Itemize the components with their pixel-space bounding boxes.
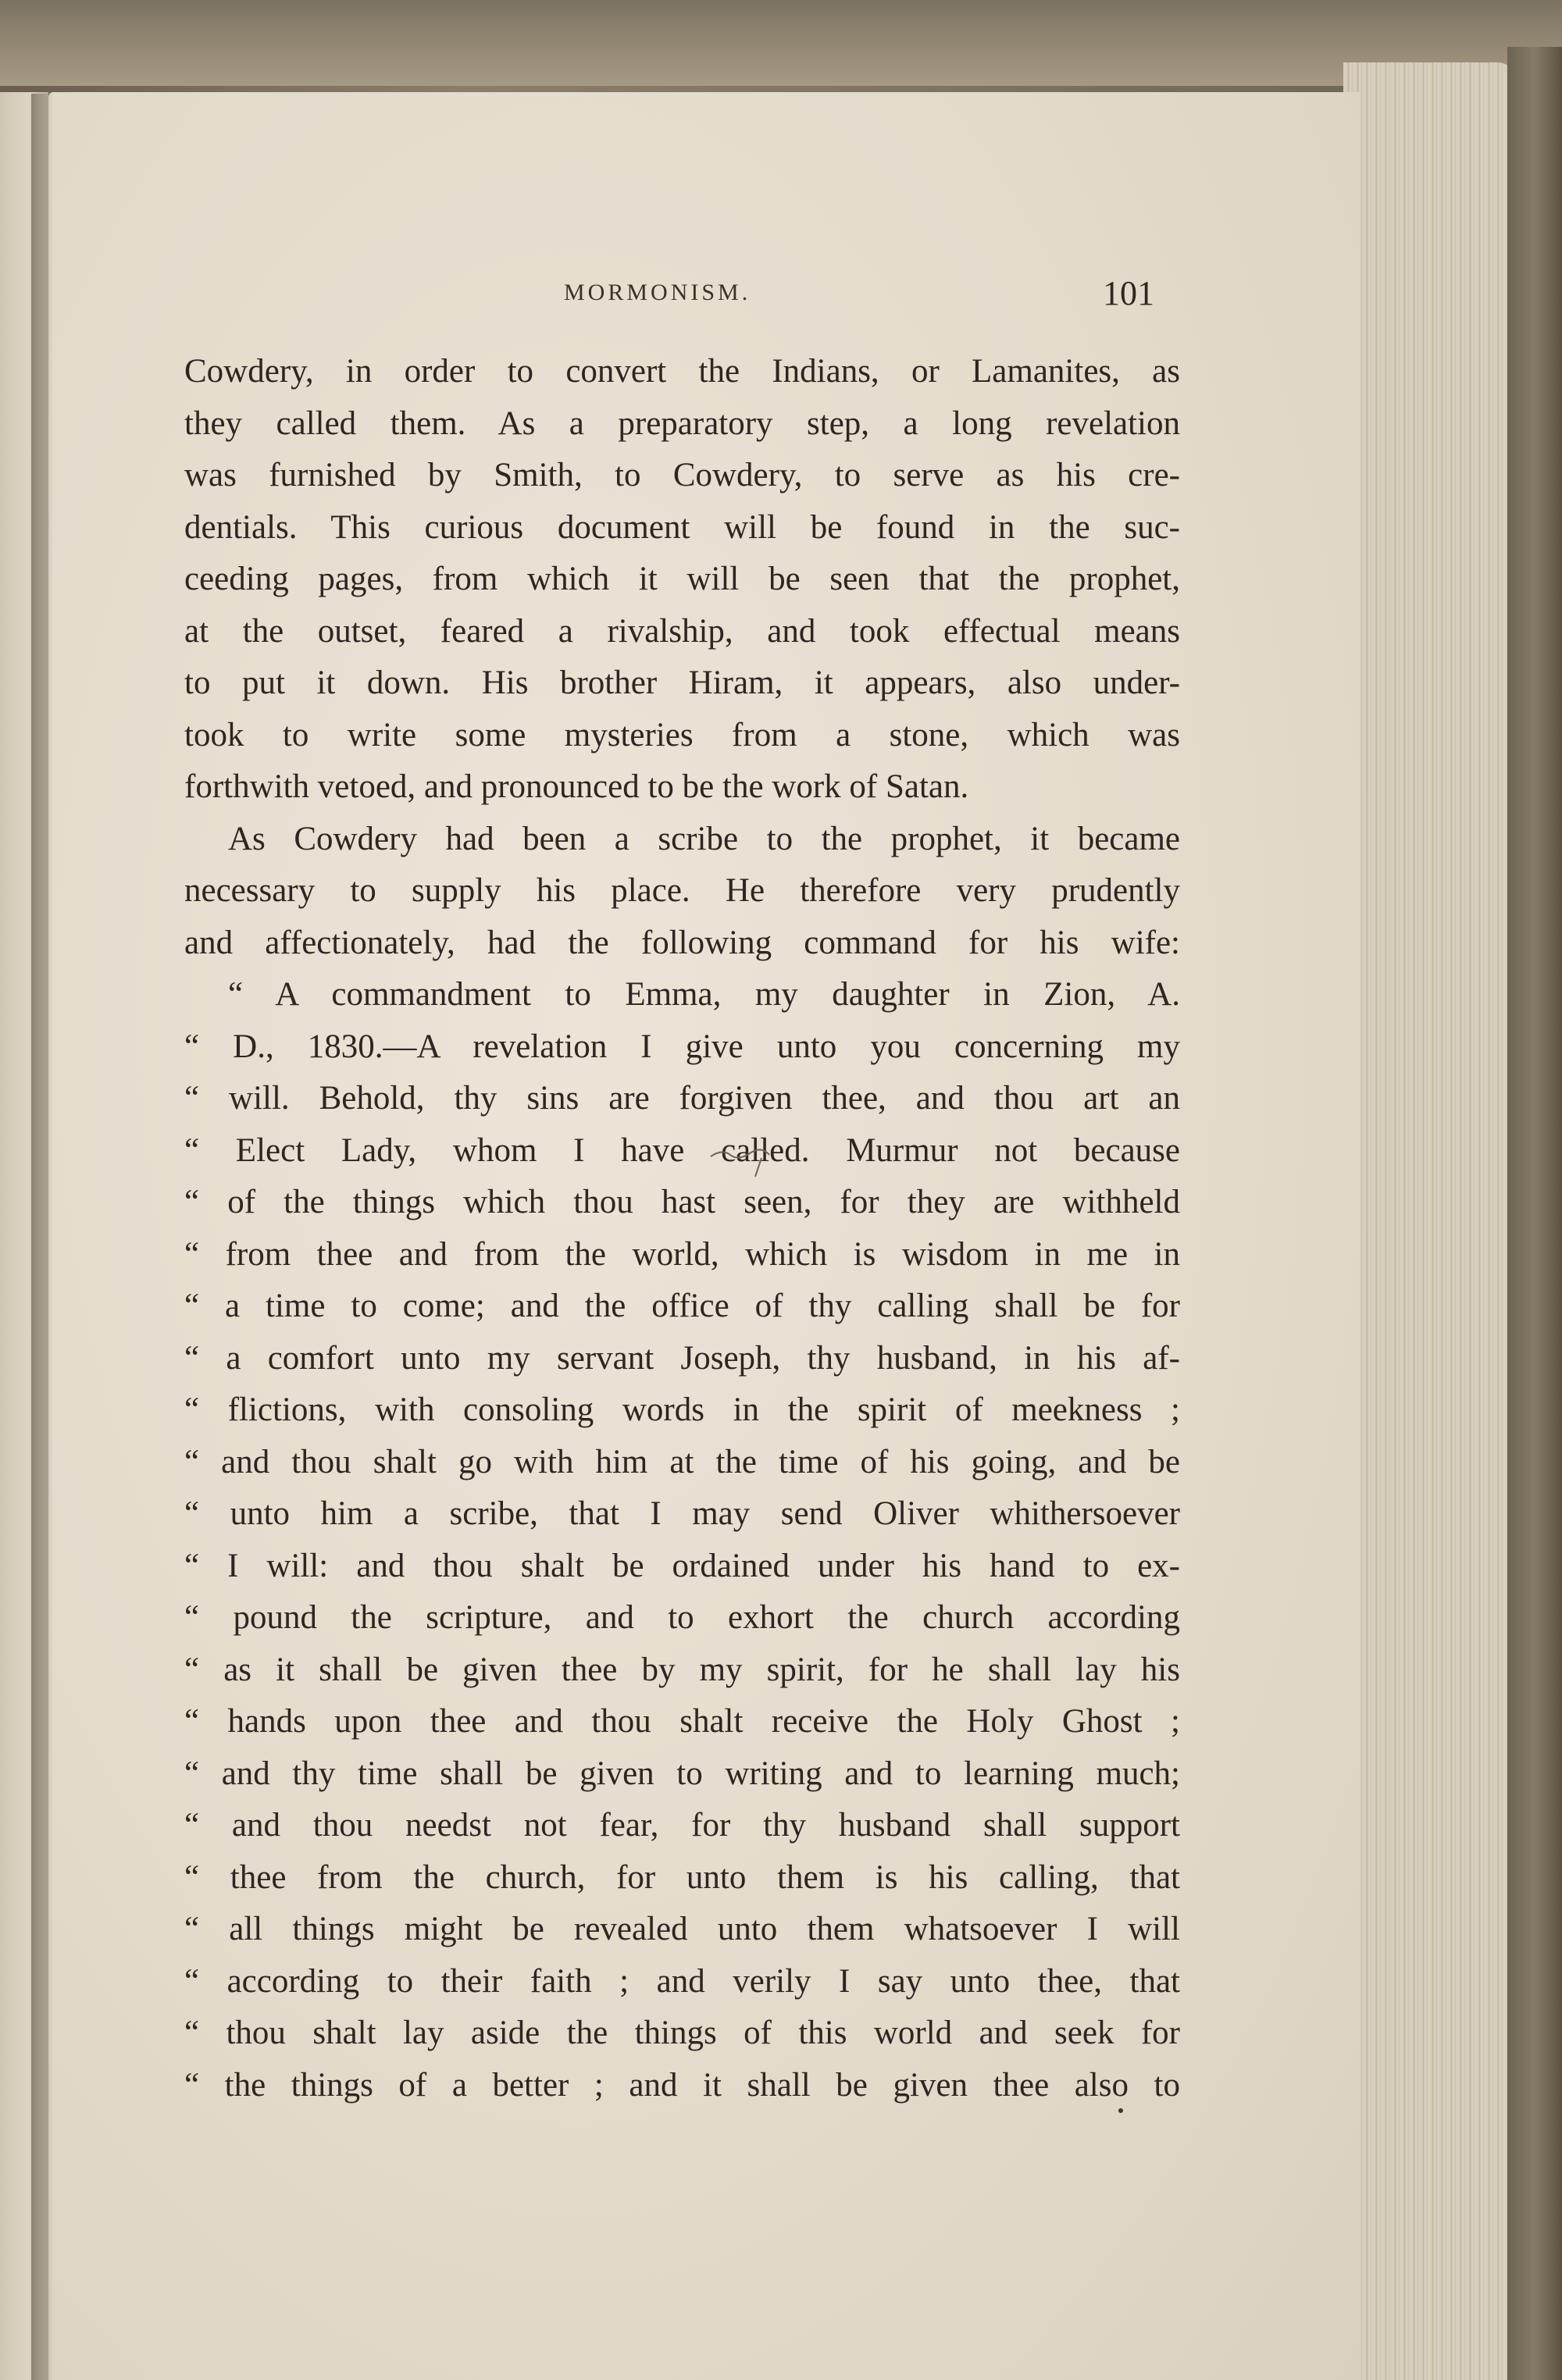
page-number: 101 xyxy=(1103,274,1154,312)
text-line: was furnished by Smith, to Cowdery, to serve as his cre- xyxy=(184,457,1180,493)
pencil-annotation xyxy=(707,1142,793,1181)
text-line: “ all things might be revealed unto them whatsoever I will xyxy=(184,1911,1180,1947)
text-line: Cowdery, in order to convert the Indians, or Lamanites, as xyxy=(184,353,1180,390)
text-line: took to write some mysteries from a stone, which was xyxy=(184,716,1180,754)
text-line: “ of the things which thou hast seen, for they are withheld xyxy=(184,1184,1180,1220)
body-text xyxy=(184,346,1180,2111)
text-line: they called them. As a preparatory step, a long revelation xyxy=(184,404,1180,442)
book-cover-spine xyxy=(1507,47,1562,2380)
text-line: “ according to their faith ; and verily I say unto thee, that xyxy=(184,1962,1180,2000)
running-title: MORMONISM. xyxy=(564,280,751,305)
text-line: “ the things of a better ; and it shall be given thee also to xyxy=(184,2066,1180,2104)
text-line: “ D., 1830.—A revelation I give unto you concerning my xyxy=(184,1028,1180,1065)
text-line: and affectionately, had the following command for his wife: xyxy=(184,924,1180,961)
text-line: “ a comfort unto my servant Joseph, thy husband, in his af- xyxy=(184,1339,1180,1377)
text-line: “ as it shall be given thee by my spirit, for he shall lay his xyxy=(184,1651,1180,1688)
text-line: dentials. This curious document will be found in the suc- xyxy=(184,508,1180,546)
text-line: ceeding pages, from which it will be seen that the prophet, xyxy=(184,561,1180,597)
text-line: “ unto him a scribe, that I may send Oliver whithersoever xyxy=(184,1495,1180,1532)
text-line: “ will. Behold, thy sins are forgiven thee, and thou art an xyxy=(184,1080,1180,1117)
text-line: “ Elect Lady, whom I have called. Murmur not because xyxy=(184,1131,1180,1169)
text-line: to put it down. His brother Hiram, it appears, also under- xyxy=(184,664,1180,701)
page-edges xyxy=(1343,62,1515,2380)
ink-speck xyxy=(1118,2108,1123,2113)
text-line: “ hands upon thee and thou shalt receive the Holy Ghost ; xyxy=(184,1703,1180,1740)
book-cover-top xyxy=(0,0,1562,86)
text-line: “ a time to come; and the office of thy calling shall be for xyxy=(184,1288,1180,1324)
text-line: at the outset, feared a rivalship, and took effectual means xyxy=(184,612,1180,650)
text-line: “ from thee and from the world, which is wisdom in me in xyxy=(184,1235,1180,1273)
text-line: “ and thou shalt go with him at the time of his going, and be xyxy=(184,1443,1180,1480)
text-line: “ thou shalt lay aside the things of this world and seek for xyxy=(184,2015,1180,2051)
text-line: “ thee from the church, for unto them is his calling, that xyxy=(184,1858,1180,1896)
gutter-shadow xyxy=(31,94,53,2380)
text-line: “ I will: and thou shalt be ordained under his hand to ex- xyxy=(184,1547,1180,1584)
text-line: As Cowdery had been a scribe to the prophet, it became xyxy=(228,820,1180,857)
text-line: forthwith vetoed, and pronounced to be the work of Satan. xyxy=(184,768,969,805)
text-line: “ and thou needst not fear, for thy husband shall support xyxy=(184,1807,1180,1844)
text-line: “ A commandment to Emma, my daughter in Zion, A. xyxy=(228,976,1180,1013)
text-line: “ pound the scripture, and to exhort the church according xyxy=(184,1599,1180,1636)
text-line: “ flictions, with consoling words in the spirit of meekness ; xyxy=(184,1391,1180,1428)
text-line: “ and thy time shall be given to writing and to learning much; xyxy=(184,1755,1180,1792)
running-head xyxy=(48,273,1173,320)
text-line: necessary to supply his place. He therefore very prudently xyxy=(184,872,1180,909)
